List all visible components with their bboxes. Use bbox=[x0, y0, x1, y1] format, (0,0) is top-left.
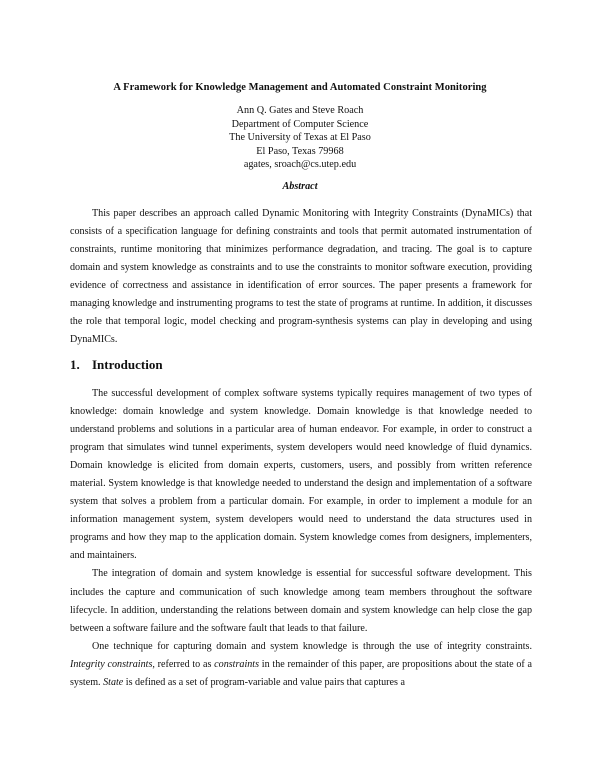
intro-paragraph-3 bbox=[70, 638, 532, 692]
term-constraints: constraints bbox=[214, 658, 260, 670]
intro-paragraph-2: The integration of domain and system knowledge is essential for successful software development. This includes the capture and communication of such knowledge among team members throughout the software lifecycle. In addition, understanding the relations between domain and system knowledge can help close the gap between a software failure and the software fault that leads to that failure. bbox=[70, 568, 532, 634]
intro-p3-part1: One technique for capturing domain and system knowledge is through the use of integrity constraints. bbox=[92, 640, 532, 652]
intro-p3-part4: is defined as a set of program-variable and value pairs that captures a bbox=[123, 676, 405, 688]
intro-paragraph-1: The successful development of complex software systems typically requires management of two types of knowledge: domain knowledge and system knowledge. Domain knowledge is that knowledge needed to understand problems and solutions in a particular area of human endeavor. For example, in order to construct a program that simulates wind tunnel experiments, system developers would need knowledge of fluid dynamics. Domain knowledge is elicited from domain experts, customers, users, and possibly from written reference material. System knowledge is that knowledge needed to understand the design and implementation of a software system that solves a problem from a particular domain. For example, in order to implement a module for an information management system, system developers would need to understand the data structures used in programs and how they map to the application domain. System knowledge comes from designers, implementers, and maintainers. bbox=[70, 388, 532, 562]
author-email: agates, sroach@cs.utep.edu bbox=[243, 159, 357, 171]
abstract-body bbox=[70, 205, 532, 349]
author-city: El Paso, Texas 79968 bbox=[256, 145, 344, 157]
paper-title: A Framework for Knowledge Management and Automated Constraint Monitoring bbox=[113, 82, 487, 93]
term-state: State bbox=[103, 676, 124, 688]
section-heading bbox=[70, 357, 163, 373]
section-number: 1. bbox=[70, 357, 80, 372]
introduction-body bbox=[70, 385, 532, 692]
intro-p3-part2: , referred to as bbox=[152, 658, 215, 670]
author-block bbox=[0, 104, 600, 172]
section-title: Introduction bbox=[92, 357, 163, 372]
intro-p3-part3: in the remainder of this paper, are propositions about the state of a system. bbox=[70, 658, 532, 688]
author-university: The University of Texas at El Paso bbox=[229, 132, 371, 144]
author-names: Ann Q. Gates and Steve Roach bbox=[236, 105, 364, 116]
abstract-heading: Abstract bbox=[282, 181, 318, 192]
term-integrity-constraints: Integrity constraints bbox=[70, 658, 153, 670]
abstract-paragraph: This paper describes an approach called Dynamic Monitoring with Integrity Constraints (DynaMICs) that consists of a specification language for defining constraints and tools that permit automated instrumentation of constraints, runtime monitoring that minimizes performance degradation, and tracing. The goal is to capture domain and system knowledge as constraints and to use the constraints to monitor software execution, providing evidence of correctness and assistance in identification of error sources. The paper presents a framework for managing knowledge and instrumenting programs to test the state of programs at runtime. In addition, it discusses the role that temporal logic, model checking and program-synthesis systems can play in developing and using DynaMICs. bbox=[70, 208, 532, 346]
author-department: Department of Computer Science bbox=[231, 118, 369, 130]
